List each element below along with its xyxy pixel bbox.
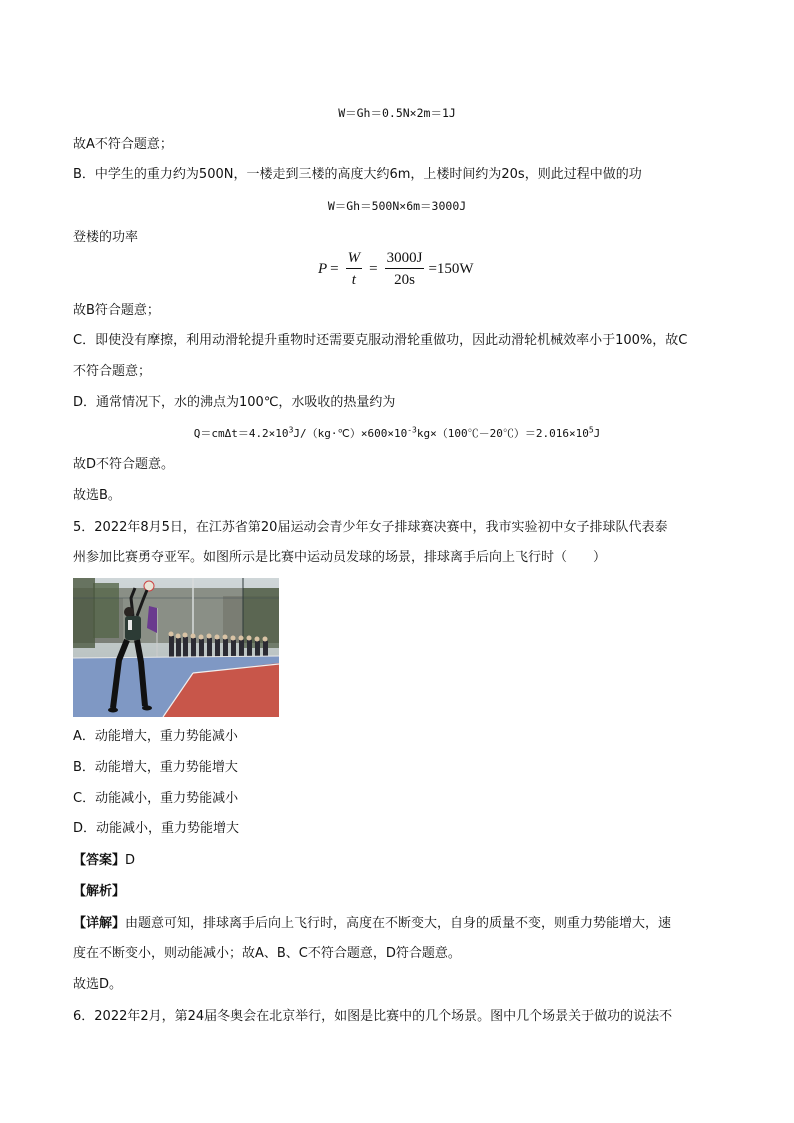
- option-a-conclusion: 故A不符合题意；: [73, 137, 173, 152]
- volleyball-serve-photo: [73, 578, 279, 717]
- fraction-w-over-t: $\frac{W}{t}$: [347, 250, 361, 288]
- analysis-label: 【解析】: [73, 884, 126, 899]
- option-c-text-line2: 不符合题意；: [73, 364, 152, 379]
- power-symbol: P: [318, 260, 328, 277]
- q4-answer: 故选B。: [73, 488, 121, 503]
- option-c: C．动能减小，重力势能减小: [73, 791, 239, 806]
- power-formula: P = $\frac{W}{t}$ = $\frac{3000J}{20s}$ =150W: [318, 250, 474, 288]
- detail-line1: 【详解】由题意可知，排球离手后向上飞行时，高度在不断变大，自身的质量不变，则重力势能增大，速: [73, 916, 672, 931]
- heat-formula: $Q=cm\Delta t=4.2\times 10^3J/(kg\cdot℃)\times 600\times 10^{-3}kg\times(100℃-20℃)=2.016\times 10^5J$: [193, 425, 601, 440]
- question-5-line2: 州参加比赛勇夺亚军。如图所示是比赛中运动员发球的场景，排球离手后向上飞行时（ ）: [73, 550, 607, 565]
- option-d-text: D．通常情况下，水的沸点为100℃，水吸收的热量约为: [73, 395, 396, 410]
- q5-conclusion: 故选D。: [73, 977, 123, 992]
- formula-work-2: W＝Gh＝500N×6m＝3000J: [327, 199, 467, 213]
- option-b: B．动能增大，重力势能增大: [73, 760, 238, 775]
- answer-line: [73, 853, 135, 869]
- power-label: 登楼的功率: [73, 230, 139, 245]
- option-d: D．动能减小，重力势能增大: [73, 821, 240, 836]
- answer-label: 【答案】: [73, 853, 126, 868]
- detail-label: 【详解】: [73, 916, 126, 931]
- question-5-line1: 5．2022年8月5日，在江苏省第20届运动会青少年女子排球赛决赛中，我市实验初中女子排球队代表泰: [73, 520, 668, 535]
- option-b-conclusion: 故B符合题意；: [73, 303, 160, 318]
- formula-work-1: W＝Gh＝0.5N×2m＝1J: [338, 106, 456, 120]
- option-b-text: B．中学生的重力约为500N，一楼走到三楼的高度大约6m，上楼时间约为20s，则此过程中做的功: [73, 167, 642, 182]
- option-a: A．动能增大，重力势能减小: [73, 729, 238, 744]
- power-result: =150W: [428, 260, 474, 277]
- question-6-line1: 6．2022年2月，第24届冬奥会在北京举行，如图是比赛中的几个场景。图中几个场景关于做功的说法不: [73, 1009, 673, 1024]
- fraction-values: $\frac{3000J}{20s}$: [386, 250, 423, 288]
- option-c-text-line1: C．即使没有摩擦，利用动滑轮提升重物时还需要克服动滑轮重做功，因此动滑轮机械效率小于100%，故C: [73, 333, 688, 348]
- detail-line2: 度在不断变小，则动能减小；故A、B、C不符合题意，D符合题意。: [73, 946, 461, 961]
- answer-value: D: [125, 853, 136, 868]
- option-d-conclusion: 故D不符合题意。: [73, 457, 175, 472]
